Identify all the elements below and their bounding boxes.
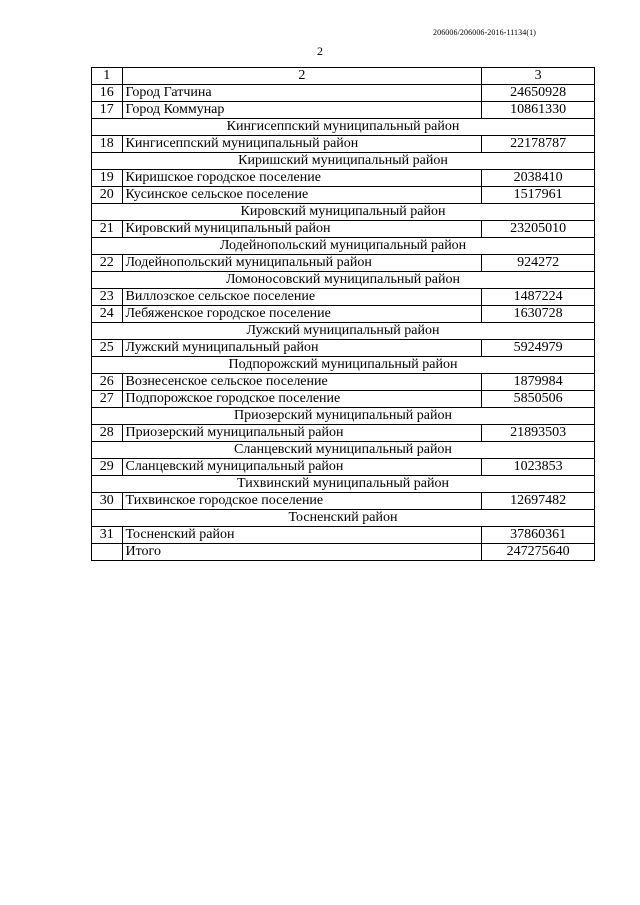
table-row (92, 221, 595, 238)
row-number-cell: 27 (92, 391, 123, 408)
data-table (91, 67, 595, 561)
row-value-cell: 1879984 (482, 374, 595, 391)
table-row (92, 374, 595, 391)
section-title: Лодейнопольский муниципальный район (92, 238, 595, 255)
row-name-cell: Тихвинское городское поселение (122, 493, 482, 510)
row-value-cell: 23205010 (482, 221, 595, 238)
page-number: 2 (317, 44, 323, 58)
section-title: Подпорожский муниципальный район (92, 357, 595, 374)
row-name-cell: Кусинское сельское поселение (122, 187, 482, 204)
row-value-cell: 1487224 (482, 289, 595, 306)
row-number-cell: 20 (92, 187, 123, 204)
column-header-3: 3 (482, 68, 595, 85)
row-value-cell: 1023853 (482, 459, 595, 476)
section-title: Тосненский район (92, 510, 595, 527)
row-name-cell: Итого (122, 544, 482, 561)
table-row (92, 136, 595, 153)
row-name-cell: Лодейнопольский муниципальный район (122, 255, 482, 272)
table-row (92, 255, 595, 272)
section-header-row (92, 476, 595, 493)
row-number-cell: 29 (92, 459, 123, 476)
row-name-cell: Киришское городское поселение (122, 170, 482, 187)
table-row (92, 425, 595, 442)
row-name-cell: Приозерский муниципальный район (122, 425, 482, 442)
section-header-row (92, 442, 595, 459)
table-row (92, 102, 595, 119)
table-row (92, 85, 595, 102)
column-header-1: 1 (92, 68, 123, 85)
section-header-row (92, 357, 595, 374)
row-value-cell: 5924979 (482, 340, 595, 357)
table-row (92, 459, 595, 476)
table-row (92, 306, 595, 323)
row-number-cell: 30 (92, 493, 123, 510)
section-title: Киришский муниципальный район (92, 153, 595, 170)
row-value-cell: 37860361 (482, 527, 595, 544)
document-code: 206006/206006-2016-11134(1) (433, 28, 536, 37)
row-name-cell: Тосненский район (122, 527, 482, 544)
section-header-row (92, 238, 595, 255)
row-number-cell: 22 (92, 255, 123, 272)
row-name-cell: Подпорожское городское поселение (122, 391, 482, 408)
row-value-cell: 924272 (482, 255, 595, 272)
row-number-cell: 23 (92, 289, 123, 306)
row-number-cell: 26 (92, 374, 123, 391)
section-title: Тихвинский муниципальный район (92, 476, 595, 493)
row-value-cell: 10861330 (482, 102, 595, 119)
table-row (92, 289, 595, 306)
row-name-cell: Кингисеппский муниципальный район (122, 136, 482, 153)
table-body (92, 68, 595, 561)
section-header-row (92, 272, 595, 289)
row-number-cell: 25 (92, 340, 123, 357)
table-row (92, 187, 595, 204)
row-value-cell: 247275640 (482, 544, 595, 561)
row-name-cell: Сланцевский муниципальный район (122, 459, 482, 476)
table-row (92, 340, 595, 357)
table-row (92, 391, 595, 408)
section-title: Ломоносовский муниципальный район (92, 272, 595, 289)
table-row (92, 170, 595, 187)
row-name-cell: Кировский муниципальный район (122, 221, 482, 238)
row-name-cell: Вознесенское сельское поселение (122, 374, 482, 391)
row-value-cell: 22178787 (482, 136, 595, 153)
row-name-cell: Виллозское сельское поселение (122, 289, 482, 306)
section-header-row (92, 204, 595, 221)
row-name-cell: Город Коммунар (122, 102, 482, 119)
section-title: Кировский муниципальный район (92, 204, 595, 221)
section-header-row (92, 153, 595, 170)
row-value-cell: 2038410 (482, 170, 595, 187)
section-header-row (92, 408, 595, 425)
section-title: Сланцевский муниципальный район (92, 442, 595, 459)
row-number-cell (92, 544, 123, 561)
row-number-cell: 18 (92, 136, 123, 153)
section-header-row (92, 119, 595, 136)
row-number-cell: 17 (92, 102, 123, 119)
row-name-cell: Лебяженское городское поселение (122, 306, 482, 323)
section-title: Лужский муниципальный район (92, 323, 595, 340)
table-row (92, 527, 595, 544)
row-number-cell: 16 (92, 85, 123, 102)
table-row (92, 493, 595, 510)
table-row (92, 544, 595, 561)
row-value-cell: 5850506 (482, 391, 595, 408)
row-number-cell: 28 (92, 425, 123, 442)
row-number-cell: 19 (92, 170, 123, 187)
row-number-cell: 31 (92, 527, 123, 544)
row-value-cell: 21893503 (482, 425, 595, 442)
row-name-cell: Лужский муниципальный район (122, 340, 482, 357)
row-number-cell: 24 (92, 306, 123, 323)
column-header-2: 2 (122, 68, 482, 85)
row-value-cell: 12697482 (482, 493, 595, 510)
section-header-row (92, 510, 595, 527)
row-value-cell: 24650928 (482, 85, 595, 102)
row-value-cell: 1517961 (482, 187, 595, 204)
row-name-cell: Город Гатчина (122, 85, 482, 102)
section-title: Приозерский муниципальный район (92, 408, 595, 425)
row-value-cell: 1630728 (482, 306, 595, 323)
table-header-row (92, 68, 595, 85)
section-title: Кингисеппский муниципальный район (92, 119, 595, 136)
section-header-row (92, 323, 595, 340)
row-number-cell: 21 (92, 221, 123, 238)
